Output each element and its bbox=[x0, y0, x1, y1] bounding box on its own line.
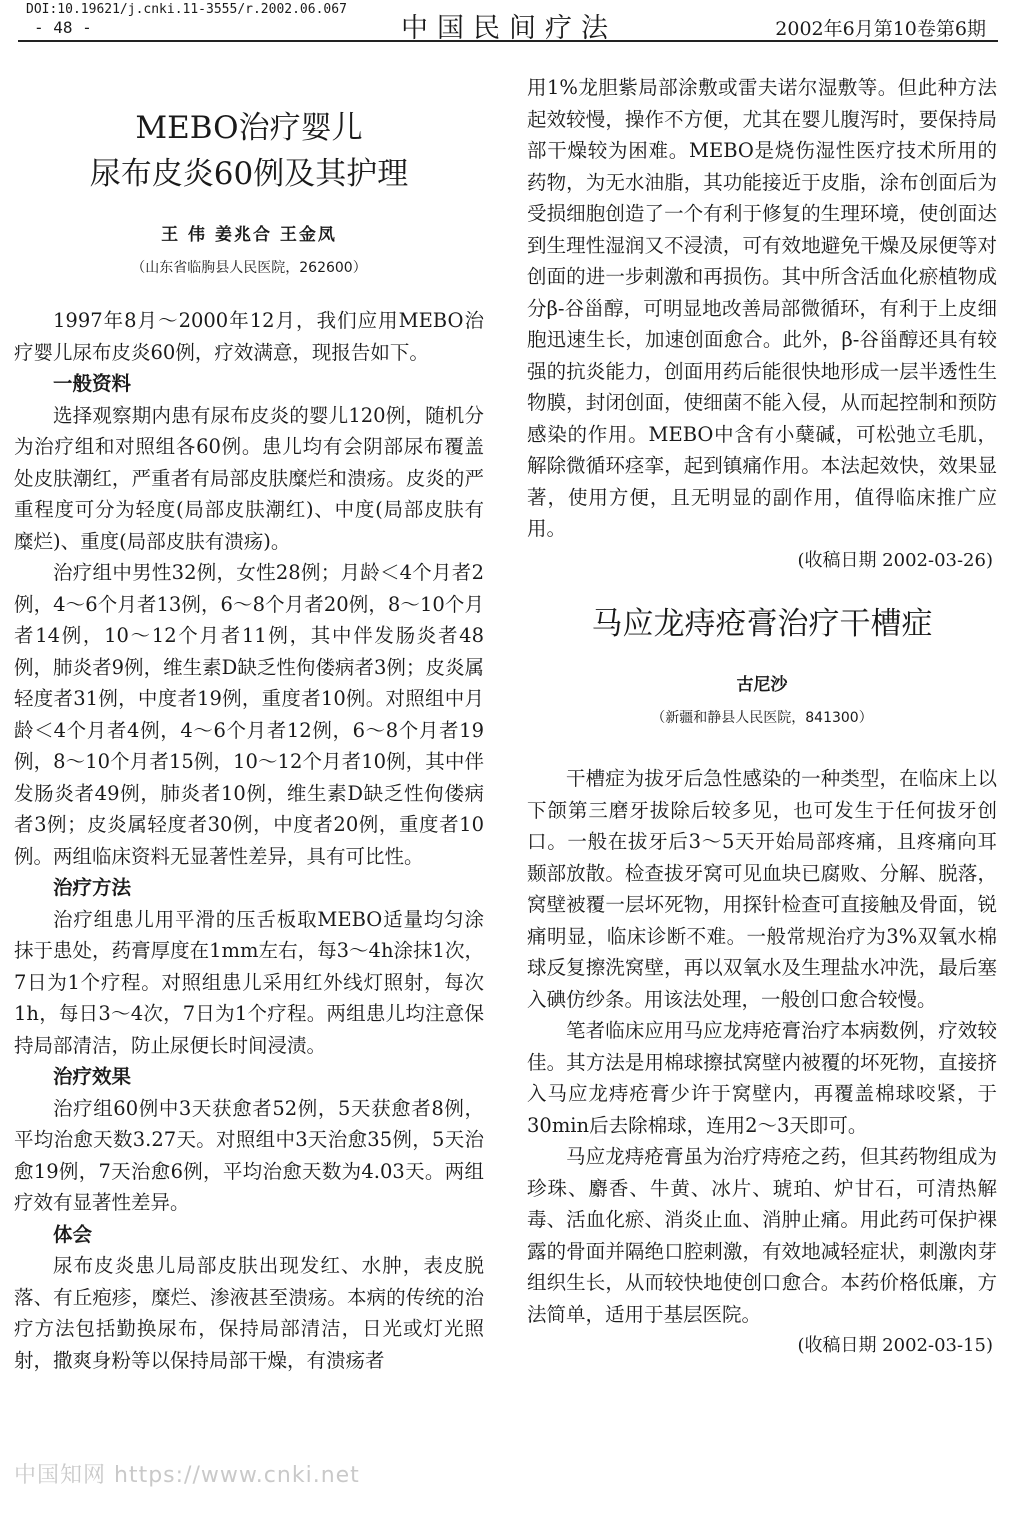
left-column bbox=[14, 64, 484, 1376]
page-header bbox=[18, 0, 998, 44]
article1-title-line2: 尿布皮炎60例及其护理 bbox=[89, 156, 409, 192]
paragraph-discussion: 尿布皮炎患儿局部皮肤出现发红、水肿，表皮脱落、有丘疱疹，糜烂、渗液甚至溃疡。本病的传统的治疗方法包括勤换尿布，保持局部清洁，日光或灯光照射，撒爽身粉等以保持局部干燥，有溃疡者 bbox=[14, 1254, 484, 1372]
doi-text: DOI:10.19621/j.cnki.11-3555/r.2002.06.067 bbox=[26, 2, 347, 17]
paragraph-effect: 治疗组60例中3天获愈者52例，5天获愈者8例，平均治愈天数3.27天。对照组中3天治愈35例，5天治愈19例，7天治愈6例，平均治愈天数为4.03天。两组疗效有显著性差异。 bbox=[14, 1096, 484, 1214]
article2-paragraph-2: 笔者临床应用马应龙痔疮膏治疗本病数例，疗效较佳。其方法是用棉球擦拭窝壁内被覆的坏死物，直接挤入马应龙痔疮膏少许于窝壁内，再覆盖棉球咬紧，于30min后去除棉球，连用2～3天即可。 bbox=[527, 1019, 997, 1137]
article1-intro: 1997年8月～2000年12月，我们应用MEBO治疗婴儿尿布皮炎60例，疗效满意，现报告如下。 bbox=[14, 309, 484, 364]
heading-general: 一般资料 bbox=[53, 372, 132, 395]
article1-title-line1: MEBO治疗婴儿 bbox=[135, 110, 363, 146]
article2-received-date: (收稿日期 2002-03-15) bbox=[797, 1335, 993, 1356]
article2-paragraph-3: 马应龙痔疮膏虽为治疗痔疮之药，但其药物组成为珍珠、麝香、牛黄、冰片、琥珀、炉甘石，可清热解毒、活血化瘀、消炎止血、消肿止痛。用此药可保护裸露的骨面并隔绝口腔刺激，有效地减轻症状，刺激肉芽组织生长，从而较快地使创口愈合。本药价格低廉，方法简单，适用于基层医院。 bbox=[527, 1145, 997, 1326]
cnki-watermark: 中国知网 https://www.cnki.net bbox=[14, 1463, 360, 1488]
article2-title: 马应龙痔疮膏治疗干槽症 bbox=[591, 606, 933, 642]
paragraph-discussion-continued: 用1%龙胆紫局部涂敷或雷夫诺尔湿敷等。但此种方法起效较慢，操作不方便，尤其在婴儿腹泻时，要保持局部干燥较为困难。MEBO是烧伤湿性医疗技术所用的药物，为无水油脂，其功能接近于皮脂，涂布创面后为受损细胞创造了一个有利于修复的生理环境，使创面达到生理性湿润又不浸渍，可有效地避免干燥及尿便等对创面的进一步刺激和再损伤。其中所含活血化瘀植物成分β-谷甾醇，可明显地改善局部微循环，有利于上皮细胞迅速生长，加速创面愈合。此外，β-谷甾醇还具有较强的抗炎能力，创面用药后能很快地形成一层半透性生物膜，封闭创面，使细菌不能入侵，从而起控制和预防感染的作用。MEBO中含有小蘖碱，可松弛立毛肌，解除微循环痉挛，起到镇痛作用。本法起效快，效果显著，使用方便，且无明显的副作用，值得临床推广应用。 bbox=[527, 76, 997, 540]
paragraph-method: 治疗组患儿用平滑的压舌板取MEBO适量均匀涂抹于患处，药膏厚度在1mm左右，每3～4h涂抹1次，7日为1个疗程。对照组患儿采用红外线灯照射，每次1h，每日3～4次，7日为1个疗程。两组患儿均注意保持局部清洁，防止尿便长时间浸渍。 bbox=[14, 907, 484, 1057]
heading-discussion: 体会 bbox=[53, 1222, 93, 1246]
right-column bbox=[527, 72, 997, 1362]
heading-method: 治疗方法 bbox=[53, 876, 132, 899]
article2-paragraph-1: 干槽症为拔牙后急性感染的一种类型，在临床上以下颌第三磨牙拔除后较多见，也可发生于任何拔牙创口。一般在拔牙后3～5天开始局部疼痛，且疼痛向耳颞部放散。检查拔牙窝可见血块已腐败、分解、脱落，窝壁被覆一层坏死物，用探针检查可直接触及骨面，锐痛明显，临床诊断不难。一般常规治疗为3%双氧水棉球反复擦洗窝壁，再以双氧水及生理盐水冲洗，最后塞入碘仿纱条。用该法处理，一般创口愈合较慢。 bbox=[527, 767, 997, 1011]
header-rule bbox=[18, 40, 998, 42]
article2-affiliation: （新疆和静县人民医院，841300） bbox=[651, 710, 873, 726]
paragraph-general-2: 治疗组中男性32例，女性28例；月龄＜4个月者2例，4～6个月者13例，6～8个月者20例，8～10个月者14例，10～12个月者11例，其中伴发肠炎者48例，肺炎者9例，维生素D缺乏性佝偻病者3例；皮炎属轻度者31例，中度者19例，重度者10例。对照组中月龄＜4个月者4例，4～6个月者12例，6～8个月者19例，8～10个月者15例，10～12个月者10例，其中伴发肠炎者49例，肺炎者10例，维生素D缺乏性佝偻病者3例；皮炎属轻度者30例，中度者20例，重度者10例。两组临床资料无显著性差异，具有可比性。 bbox=[14, 561, 484, 868]
article1-received-date: (收稿日期 2002-03-26) bbox=[797, 549, 993, 571]
article1-authors: 王 伟 姜兆合 王金凤 bbox=[161, 225, 337, 245]
issue-info: 2002年6月第10卷第6期 bbox=[775, 18, 986, 40]
journal-name: 中国民间疗法 bbox=[401, 13, 617, 44]
heading-effect: 治疗效果 bbox=[53, 1065, 132, 1088]
paragraph-general-1: 选择观察期内患有尿布皮炎的婴儿120例，随机分为治疗组和对照组各60例。患儿均有会阴部尿布覆盖处皮肤潮红，严重者有局部皮肤糜烂和溃疡。皮炎的严重程度可分为轻度(局部皮肤潮红)、中度(局部皮肤有糜烂)、重度(局部皮肤有溃疡)。 bbox=[14, 403, 484, 553]
article2-author: 古尼沙 bbox=[736, 675, 788, 695]
article1-affiliation: （山东省临朐县人民医院，262600） bbox=[131, 260, 367, 276]
page-number: - 48 - bbox=[34, 18, 92, 37]
